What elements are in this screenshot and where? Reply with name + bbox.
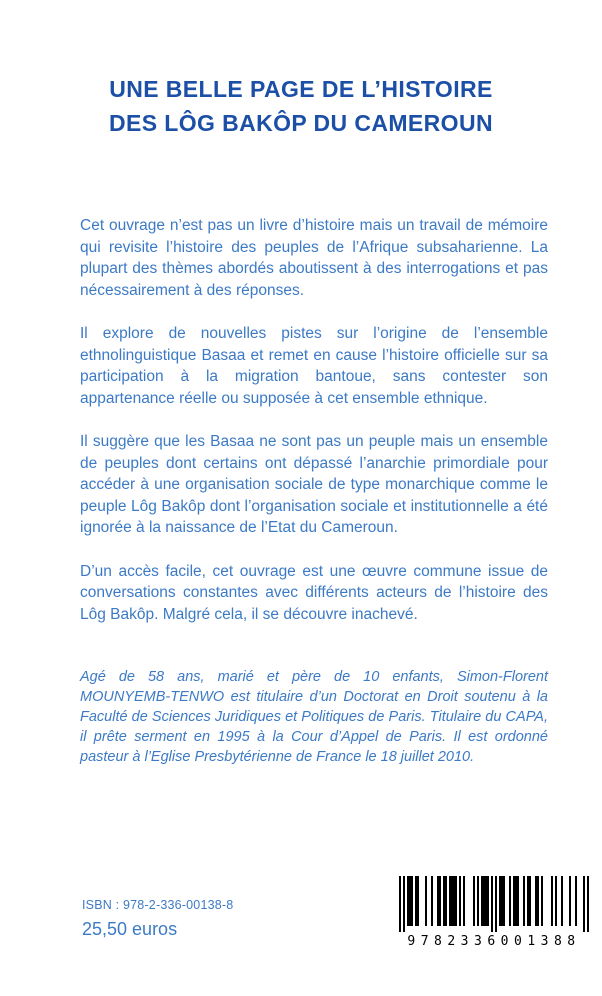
barcode-block (399, 876, 589, 949)
page-title (0, 72, 602, 140)
title-line2: DES LÔG BAKÔP DU CAMEROUN (109, 110, 493, 136)
synopsis-paragraph-1: Cet ouvrage n’est pas un livre d’histoire mais un travail de mémoire qui revisite l’histoire des peuples de l’Afrique subsaharienne. La plupart des thèmes abordés aboutissent à des interrogations et pas nécessairement à des réponses. (80, 217, 548, 299)
synopsis-paragraph-2: Il explore de nouvelles pistes sur l’origine de l’ensemble ethnolinguistique Basaa et remet en cause l’histoire officielle sur sa participation à la migration bantoue, sans contester son appartenance réelle ou supposée à cet ensemble ethnique. (80, 325, 548, 407)
synopsis-paragraph-4: D’un accès facile, cet ouvrage est une œuvre commune issue de conversations constantes avec différents acteurs de l’histoire des Lôg Bakôp. Malgré cela, il se découvre inachevé. (80, 562, 548, 623)
synopsis (80, 215, 548, 625)
isbn-label: ISBN : 978-2-336-00138-8 (82, 898, 234, 912)
title-line1: UNE BELLE PAGE DE L’HISTOIRE (109, 76, 493, 102)
isbn-price-block (82, 898, 233, 940)
barcode-number: 9782336001388 (407, 934, 581, 949)
price-label: 25,50 euros (82, 919, 178, 939)
author-bio: Agé de 58 ans, marié et père de 10 enfants, Simon-Florent MOUNYEMB-TENWO est titulaire d’un Doctorat en Droit soutenu à la Faculté de Sciences Juridiques et Politiques de Paris. Titulaire du CAPA, il prête serment en 1995 à la Cour d’Appel de Paris. Il est ordonné pasteur à l’Eglise Presbytérienne de France le 18 juillet 2010. (80, 669, 548, 765)
barcode (399, 876, 589, 932)
synopsis-paragraph-3: Il suggère que les Basaa ne sont pas un peuple mais un ensemble de peuples dont certains ont dépassé l’anarchie primordiale pour accéder à une organisation sociale de type monarchique comme le peuple Lôg Bakôp dont l’organisation sociale et institutionnelle a été ignorée à la naissance de l’Etat du Cameroun. (80, 433, 548, 536)
